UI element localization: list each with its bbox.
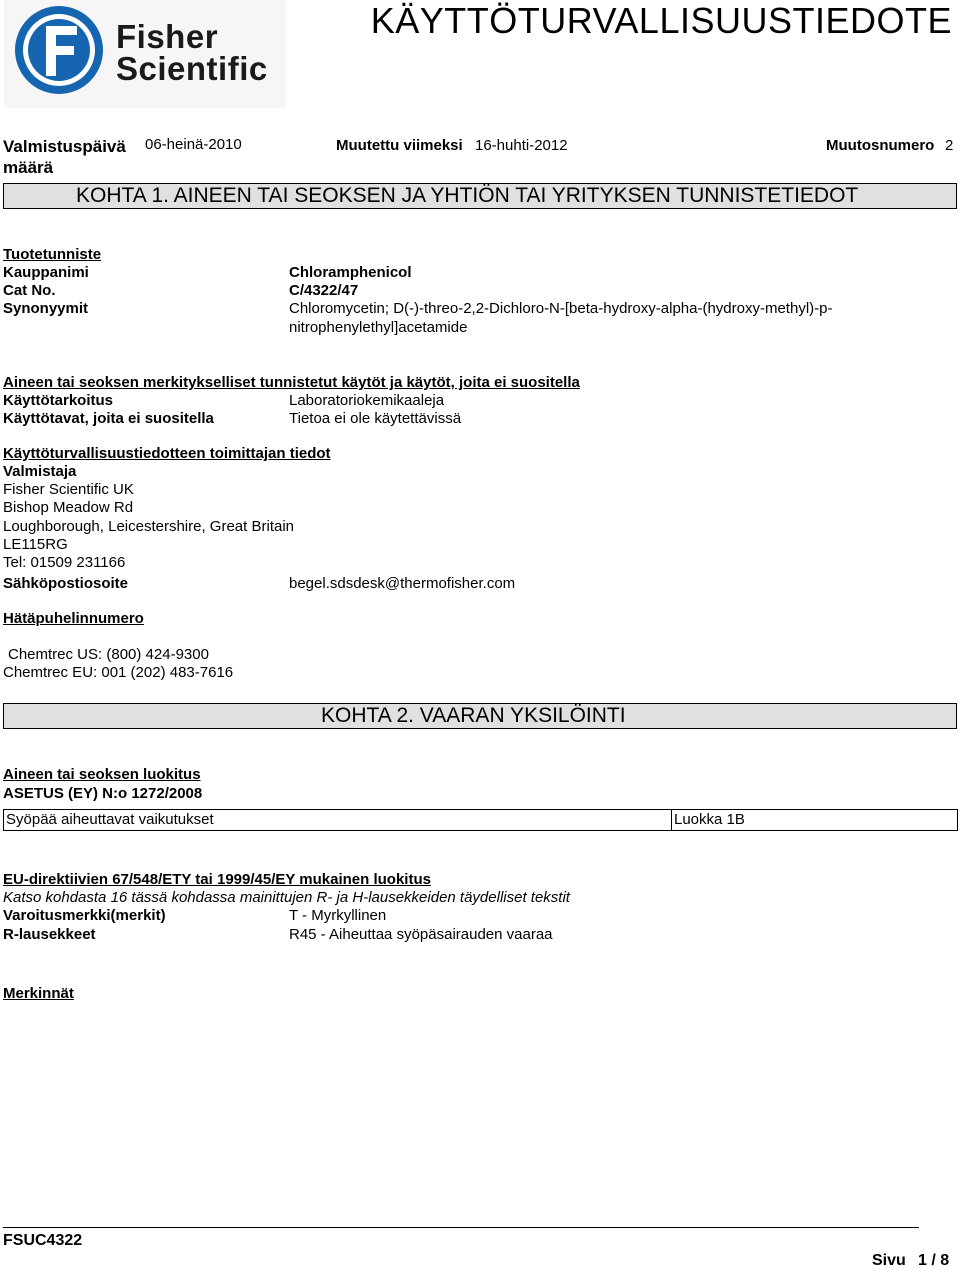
- address-line: Fisher Scientific UK: [3, 481, 134, 498]
- regulation-label: ASETUS (EY) N:o 1272/2008: [3, 785, 203, 802]
- revision-label: Muutosnumero: [826, 137, 935, 154]
- synonyms-line-1: Chloromycetin; D(-)-threo-2,2-Dichloro-N-[beta-hydroxy-alpha-(hydroxy-methyl)-p-: [289, 300, 833, 317]
- symbols-label: Varoitusmerkki(merkit): [3, 907, 166, 924]
- fisher-scientific-logo: [4, 0, 286, 108]
- symbols-value: T - Myrkyllinen: [289, 907, 387, 924]
- section-1-title: KOHTA 1. AINEEN TAI SEOKSEN JA YHTIÖN TAI YRITYKSEN TUNNISTETIEDOT: [76, 184, 859, 207]
- email-label: Sähköpostiosoite: [3, 575, 129, 592]
- emergency-eu: Chemtrec EU: 001 (202) 483-7616: [3, 664, 234, 681]
- document-title: KÄYTTÖTURVALLISUUSTIEDOTE: [370, 0, 952, 41]
- eu-directive-note: Katso kohdasta 16 tässä kohdassa mainittujen R- ja H-lausekkeiden täydelliset tekstit: [3, 889, 570, 906]
- issue-date: 06-heinä-2010: [145, 136, 242, 153]
- hazard-class: Syöpää aiheuttavat vaikutukset: [6, 811, 214, 828]
- address-line: Tel: 01509 231166: [3, 554, 126, 571]
- uses-advised-against-label: Käyttötavat, joita ei suositella: [3, 410, 214, 427]
- synonyms-label: Synonyymit: [3, 300, 89, 317]
- logo-text-fisher: Fisher: [116, 18, 219, 55]
- eu-directive-heading: EU-direktiivien 67/548/ETY tai 1999/45/EY mukainen luokitus: [3, 871, 431, 888]
- uses-heading: Aineen tai seoksen merkitykselliset tunnistetut käytöt ja käytöt, joita ei suositella: [3, 374, 580, 391]
- page-label: Sivu: [872, 1252, 906, 1269]
- manufacturer-label: Valmistaja: [3, 463, 77, 480]
- revision-number: 2: [945, 137, 954, 154]
- address-line: Loughborough, Leicestershire, Great Britain: [3, 518, 295, 535]
- document-code: FSUC4322: [3, 1232, 83, 1249]
- revised-label: Muutettu viimeksi: [336, 137, 463, 154]
- supplier-heading: Käyttöturvallisuustiedotteen toimittajan tiedot: [3, 445, 331, 462]
- revised-date: 16-huhti-2012: [475, 137, 568, 154]
- email-value[interactable]: begel.sdsdesk@thermofisher.com: [289, 575, 516, 592]
- footer-divider: [3, 1227, 919, 1228]
- product-identifier-heading: Tuotetunniste: [3, 246, 102, 263]
- use-label: Käyttötarkoitus: [3, 392, 114, 409]
- section-1-header: [3, 183, 957, 209]
- trade-name: Chloramphenicol: [289, 264, 412, 281]
- uses-advised-against-value: Tietoa ei ole käytettävissä: [289, 410, 462, 427]
- cat-no: C/4322/47: [289, 282, 359, 299]
- r-phrases-value: R45 - Aiheuttaa syöpäsairauden vaaraa: [289, 926, 553, 943]
- synonyms-line-2: nitrophenylethyl]acetamide: [289, 319, 468, 336]
- emergency-heading: Hätäpuhelinnumero: [3, 610, 144, 627]
- hazard-classification-table: [3, 809, 958, 831]
- hazard-class-cell: [4, 810, 672, 830]
- issue-date-label: Valmistuspäivä: [3, 137, 126, 156]
- classification-heading: Aineen tai seoksen luokitus: [3, 766, 201, 783]
- page-number: 1 / 8: [918, 1252, 950, 1269]
- issue-date-label-cont: määrä: [3, 158, 54, 177]
- logo-text-scientific: Scientific: [116, 50, 268, 87]
- trade-name-label: Kauppanimi: [3, 264, 89, 281]
- section-2-title: KOHTA 2. VAARAN YKSILÖINTI: [321, 704, 626, 727]
- hazard-category-cell: [672, 810, 956, 830]
- label-elements-heading: Merkinnät: [3, 985, 74, 1002]
- cat-no-label: Cat No.: [3, 282, 56, 299]
- address-line: LE115RG: [3, 536, 68, 553]
- r-phrases-label: R-lausekkeet: [3, 926, 96, 943]
- hazard-category: Luokka 1B: [674, 811, 745, 828]
- emergency-us: Chemtrec US: (800) 424-9300: [8, 646, 209, 663]
- address-line: Bishop Meadow Rd: [3, 499, 134, 516]
- section-2-header: [3, 703, 957, 729]
- use-value: Laboratoriokemikaaleja: [289, 392, 445, 409]
